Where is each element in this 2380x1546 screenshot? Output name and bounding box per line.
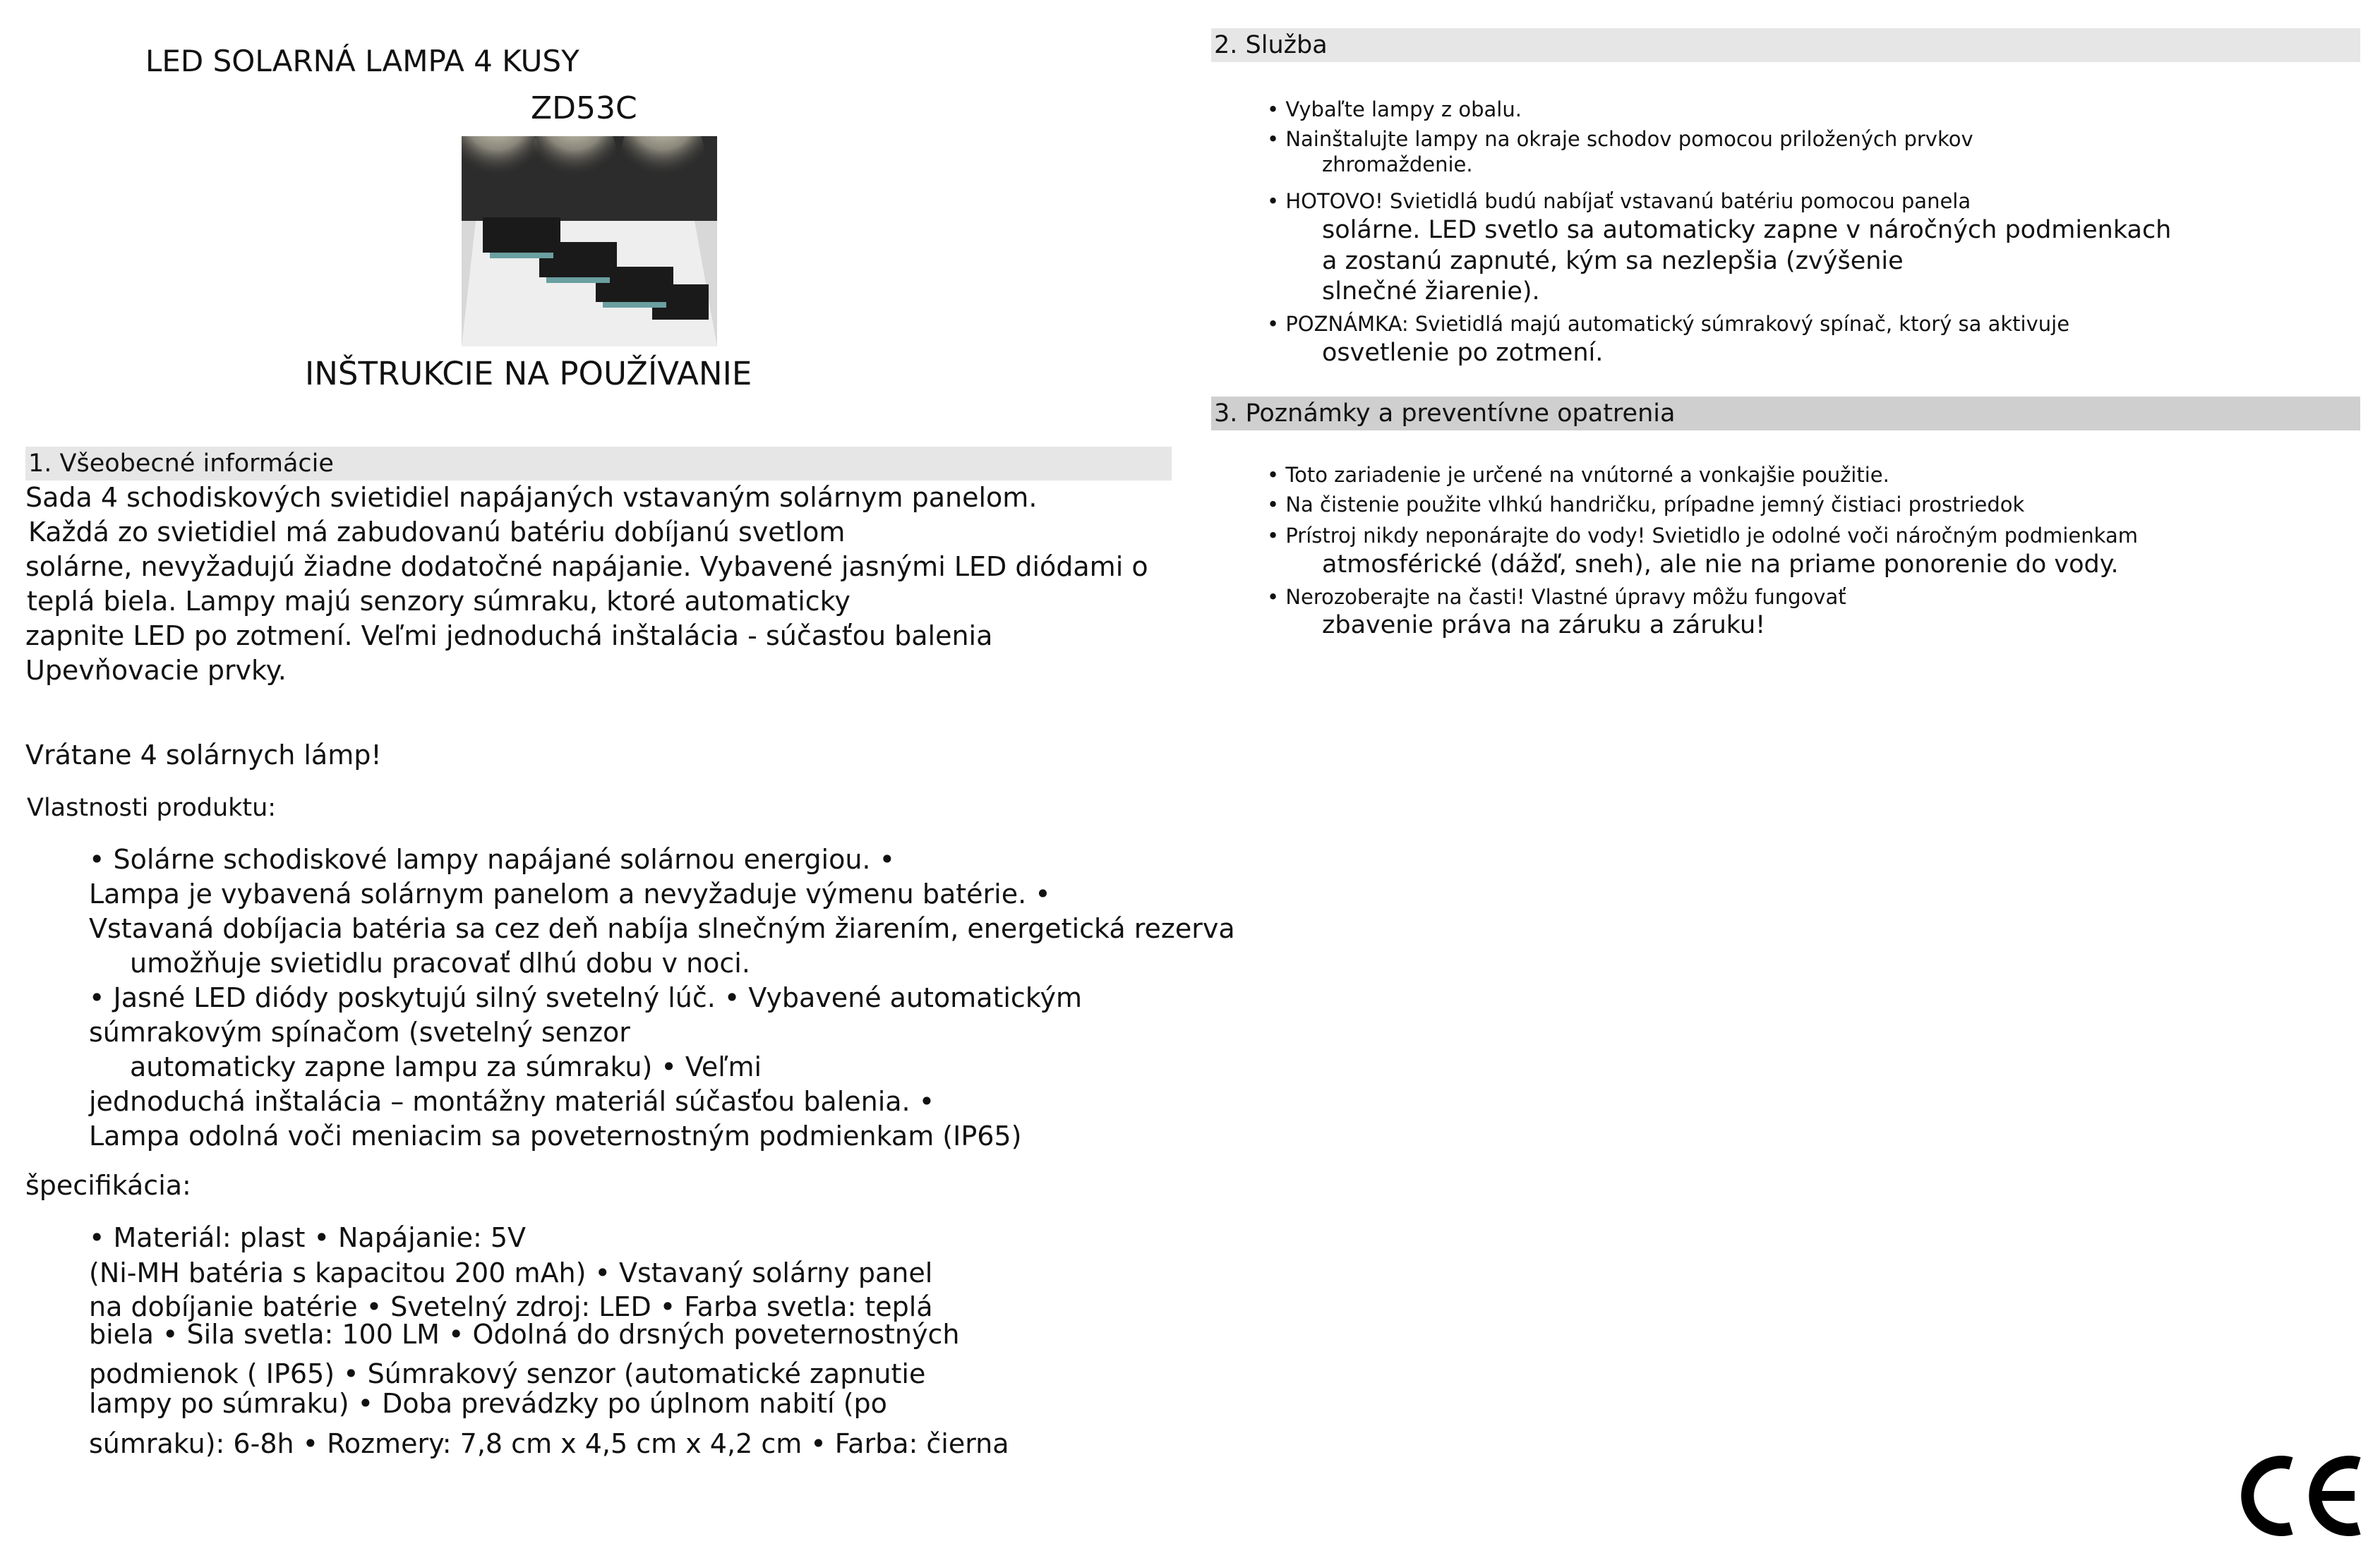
feature-line: umožňuje svietidlu pracovať dlhú dobu v noci. (130, 948, 750, 979)
feature-line: súmrakovým spínačom (svetelný senzor (89, 1017, 630, 1048)
spec-line: • Materiál: plast • Napájanie: 5V (89, 1222, 527, 1253)
feature-line: Lampa je vybavená solárnym panelom a nevyžaduje výmenu batérie. • (89, 878, 1051, 910)
precaution-item: • Nerozoberajte na časti! Vlastné úpravy môžu fungovať (1267, 585, 1846, 609)
precaution-item: • Toto zariadenie je určené na vnútorné a vonkajšie použitie. (1267, 463, 1889, 487)
feature-line: Vstavaná dobíjacia batéria sa cez deň nabíja slnečným žiarením, energetická rezerva (89, 913, 1235, 944)
feature-line: automaticky zapne lampu za súmraku) • Veľmi (130, 1051, 762, 1082)
spec-heading: špecifikácia: (25, 1170, 191, 1201)
precaution-item: • Na čistenie použite vlhkú handričku, prípadne jemný čistiaci prostriedok (1267, 493, 2025, 517)
paragraph-line: solárne, nevyžadujú žiadne dodatočné napájanie. Vybavené jasnými LED diódami o (25, 551, 1148, 582)
instructions-heading: INŠTRUKCIE NA POUŽÍVANIE (305, 355, 752, 392)
paragraph-line: Každá zo svietidiel má zabudovanú batériu dobíjanú svetlom (28, 517, 846, 548)
model-number: ZD53C (531, 90, 637, 126)
spec-line: súmraku): 6-8h • Rozmery: 7,8 cm x 4,5 cm x 4,2 cm • Farba: čierna (89, 1428, 1009, 1459)
precaution-item: • Prístroj nikdy neponárajte do vody! Svietidlo je odolné voči náročným podmienkam (1267, 524, 2138, 548)
paragraph-line: Upevňovacie prvky. (25, 655, 287, 686)
document-title: LED SOLARNÁ LAMPA 4 KUSY (145, 44, 579, 78)
paragraph-line: zapnite LED po zotmení. Veľmi jednoduchá inštalácia - súčasťou balenia (25, 620, 993, 651)
feature-line: jednoduchá inštalácia – montážny materiál súčasťou balenia. • (89, 1086, 935, 1117)
section-1-heading: 1. Všeobecné informácie (25, 447, 1172, 481)
service-item: slnečné žiarenie). (1322, 277, 1540, 306)
feature-line: Lampa odolná voči meniacim sa poveternostným podmienkam (IP65) (89, 1121, 1022, 1152)
service-item: • Vybaľte lampy z obalu. (1267, 97, 1522, 121)
features-heading: Vlastnosti produktu: (27, 794, 277, 822)
service-item: a zostanú zapnuté, kým sa nezlepšia (zvýšenie (1322, 247, 1904, 275)
included-note: Vrátane 4 solárnych lámp! (25, 739, 382, 771)
paragraph-line: Sada 4 schodiskových svietidiel napájaných vstavaným solárnym panelom. (25, 482, 1038, 513)
service-item: • HOTOVO! Svietidlá budú nabíjať vstavanú batériu pomocou panela (1267, 189, 1971, 213)
service-item: osvetlenie po zotmení. (1322, 339, 1604, 367)
product-photo-icon (462, 136, 717, 346)
spec-line: podmienok ( IP65) • Súmrakový senzor (automatické zapnutie (89, 1358, 926, 1389)
service-item: zhromaždenie. (1322, 152, 1473, 176)
service-item: • Nainštalujte lampy na okraje schodov pomocou priložených prvkov (1267, 127, 1973, 151)
ce-mark-icon (2235, 1454, 2369, 1538)
section-2-heading: 2. Služba (1211, 28, 2360, 62)
feature-line: • Jasné LED diódy poskytujú silný svetelný lúč. • Vybavené automatickým (89, 982, 1082, 1013)
spec-line: na dobíjanie batérie • Svetelný zdroj: LED • Farba svetla: teplá (89, 1291, 933, 1322)
paragraph-line: teplá biela. Lampy majú senzory súmraku, ktoré automaticky (27, 586, 851, 617)
spec-line: lampy po súmraku) • Doba prevádzky po úplnom nabití (po (89, 1388, 887, 1419)
spec-line: biela • Sila svetla: 100 LM • Odolná do drsných poveternostných (89, 1319, 960, 1350)
spec-line: (Ni-MH batéria s kapacitou 200 mAh) • Vstavaný solárny panel (89, 1257, 933, 1288)
precaution-item: zbavenie práva na záruku a záruku! (1322, 611, 1766, 639)
precaution-item: atmosférické (dážď, sneh), ale nie na priame ponorenie do vody. (1322, 550, 2119, 579)
section-3-heading: 3. Poznámky a preventívne opatrenia (1211, 397, 2360, 430)
feature-line: • Solárne schodiskové lampy napájané solárnou energiou. • (89, 844, 895, 875)
service-item: solárne. LED svetlo sa automaticky zapne v náročných podmienkach (1322, 216, 2172, 244)
service-item: • POZNÁMKA: Svietidlá majú automatický súmrakový spínač, ktorý sa aktivuje (1267, 312, 2070, 336)
